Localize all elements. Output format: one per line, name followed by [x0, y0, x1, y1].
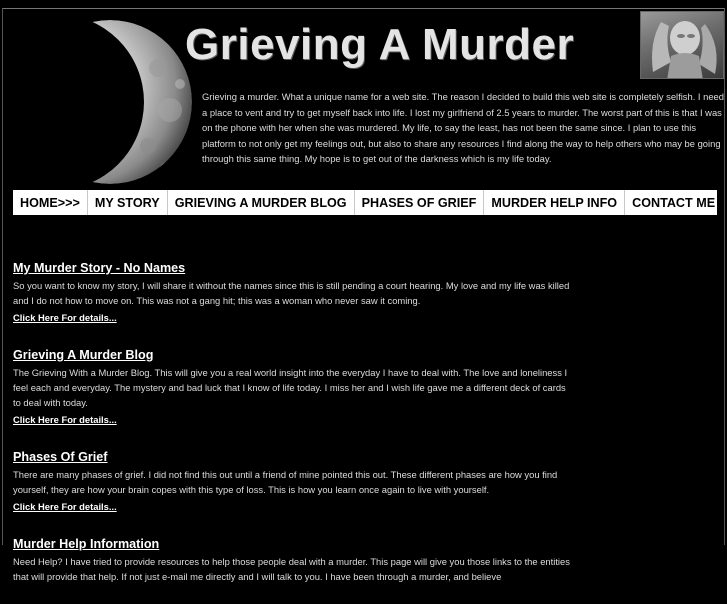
angel-statue-image	[640, 11, 724, 79]
section-title-link[interactable]: Murder Help Information	[13, 537, 160, 551]
section-blog	[13, 346, 573, 428]
details-link[interactable]: Click Here For details...	[13, 312, 117, 323]
section-title-link[interactable]: Grieving A Murder Blog	[13, 348, 154, 362]
nav-item-blog[interactable]: GRIEVING A MURDER BLOG	[168, 190, 355, 215]
nav-item-phases-of-grief[interactable]: PHASES OF GRIEF	[355, 190, 485, 215]
section-description: Need Help? I have tried to provide resources to help those people deal with a murder. This page will give you those links to the entities that will provide that help. If not just e-mail me directly and I will talk to you. I have been through a murder, and believe	[13, 556, 570, 582]
nav-item-my-story[interactable]: MY STORY	[88, 190, 168, 215]
section-description: So you want to know my story, I will share it without the names since this is still pending a court hearing. My love and my life was killed and I do not how to move on. This was not a gang hit; this was a woman who never saw it coming.	[13, 280, 570, 306]
nav-item-murder-help-info[interactable]: MURDER HELP INFO	[484, 190, 625, 215]
main-nav	[13, 190, 717, 215]
section-murder-help	[13, 535, 573, 584]
section-my-story	[13, 259, 573, 326]
details-link[interactable]: Click Here For details...	[13, 501, 117, 512]
section-description: There are many phases of grief. I did not find this out until a friend of mine pointed this out. These different phases are how you find yourself, they are how your brain copes with this type of loss. This is how you learn once again to live with yourself.	[13, 469, 558, 495]
section-phases-of-grief	[13, 448, 573, 515]
site-title: Grieving A Murder	[185, 20, 575, 69]
intro-paragraph: Grieving a murder. What a unique name for a web site. The reason I decided to build this web site is completely selfish. I need a place to vent and try to get myself back into life. I lost my girlfriend of 2.5 years to murder. The worst part of this is that I was on the phone with her when she was murdered. My life, to say the least, has not been the same since. I plan to use this platform to not only get my feelings out, but also to share any resources I find along the way to help others who may be going through this same thing. My hope is to get out of the darkness which is my life today.	[202, 91, 724, 164]
section-title-link[interactable]: Phases Of Grief	[13, 450, 108, 464]
nav-item-home[interactable]: HOME>>>	[13, 190, 88, 215]
details-link[interactable]: Click Here For details...	[13, 414, 117, 425]
section-description: The Grieving With a Murder Blog. This will give you a real world insight into the everyday I have to deal with. The love and loneliness I feel each and everyday. The mystery and bad luck that I know of life today. I miss her and I wish life gave me a different deck of cards to deal with today.	[13, 367, 568, 408]
main-content	[13, 259, 573, 604]
section-title-link[interactable]: My Murder Story - No Names	[13, 261, 186, 275]
nav-item-contact-me[interactable]: CONTACT ME	[632, 195, 716, 210]
